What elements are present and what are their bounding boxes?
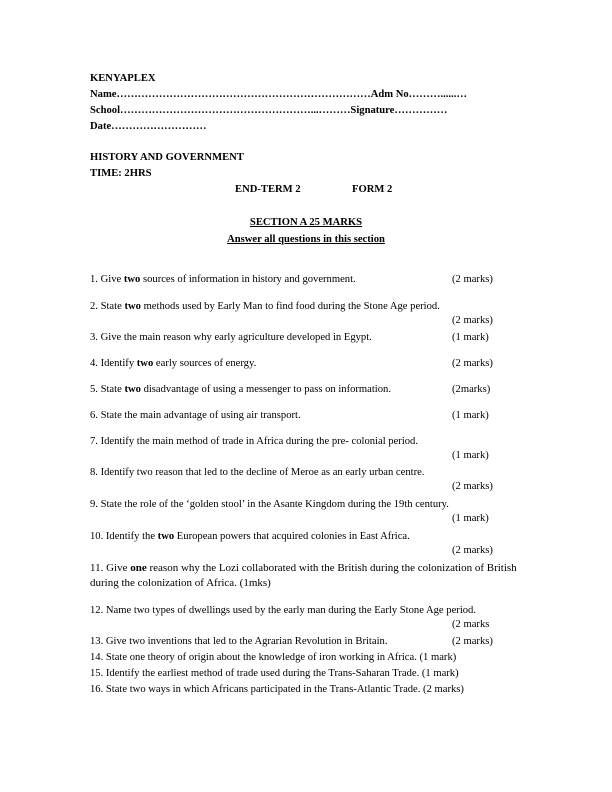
question-12: 12. Name two types of dwellings used by the early man during the Early Stone Age period. (2 marks — [90, 605, 490, 630]
question-4: 4. Identify two early sources of energy. (2 marks) — [90, 358, 493, 369]
question-marks: (2 marks) — [452, 274, 493, 285]
question-13: 13. Give two inventions that led to the Agrarian Revolution in Britain. (2 marks) — [90, 636, 493, 647]
question-7: 7. Identify the main method of trade in Africa during the pre- colonial period. (1 mark) — [90, 435, 526, 463]
question-3: 3. Give the main reason why early agriculture developed in Egypt. (1 mark) — [90, 332, 489, 343]
question-11: 11. Give one reason why the Lozi collaborated with the British during the colonization of British during the colonization of Africa. (1mks) — [90, 562, 517, 589]
question-16: 16. State two ways in which Africans participated in the Trans-Atlantic Trade. (2 marks) — [90, 684, 464, 695]
exam-time: TIME: 2HRS — [90, 168, 152, 179]
question-marks: (1 mark) — [452, 450, 489, 461]
section-instruction: Answer all questions in this section — [227, 234, 385, 245]
exam-term: END-TERM 2 — [235, 184, 301, 195]
question-marks: (2 marks) — [452, 545, 493, 556]
subject-title: HISTORY AND GOVERNMENT — [90, 152, 244, 163]
question-marks: (2 marks) — [452, 315, 493, 326]
section-title: SECTION A 25 MARKS — [249, 217, 363, 228]
question-marks: (2 marks) — [452, 358, 493, 369]
question-marks: (2 marks) — [452, 481, 493, 492]
school-field-line: School………………………………………………...………Signature…………… — [90, 105, 448, 116]
school-name: KENYAPLEX — [90, 73, 156, 84]
question-6: 6. State the main advantage of using air transport. (1 mark) — [90, 410, 489, 421]
question-marks: (2 marks) — [452, 636, 493, 647]
question-1: 1. Give two sources of information in history and government. (2 marks) — [90, 274, 493, 285]
question-15: 15. Identify the earliest method of trade used during the Trans-Saharan Trade. (1 mark) — [90, 668, 459, 679]
name-field-line: Name………………………………………………………………Adm No………......… — [90, 89, 467, 100]
question-marks: (1 mark) — [452, 332, 489, 343]
question-marks: (2marks) — [452, 384, 491, 395]
exam-form: FORM 2 — [352, 184, 393, 195]
date-field-line: Date……………………… — [90, 121, 207, 132]
question-marks: (2 marks — [452, 619, 490, 630]
question-2: 2. State two methods used by Early Man to find food during the Stone Age period. (2 marks) — [90, 300, 526, 328]
question-marks: (1 mark) — [452, 513, 489, 524]
question-14: 14. State one theory of origin about the knowledge of iron working in Africa. (1 mark) — [90, 652, 457, 663]
question-8: 8. Identify two reason that led to the decline of Meroe as an early urban centre. (2 marks) — [90, 466, 526, 494]
question-5: 5. State two disadvantage of using a messenger to pass on information. (2marks) — [90, 384, 491, 395]
question-marks: (1 mark) — [452, 410, 489, 421]
question-10: 10. Identify the two European powers that acquired colonies in East Africa. (2 marks) — [90, 530, 526, 558]
question-9: 9. State the role of the ‘golden stool’ in the Asante Kingdom during the 19th century. (1 mark) — [90, 498, 526, 526]
